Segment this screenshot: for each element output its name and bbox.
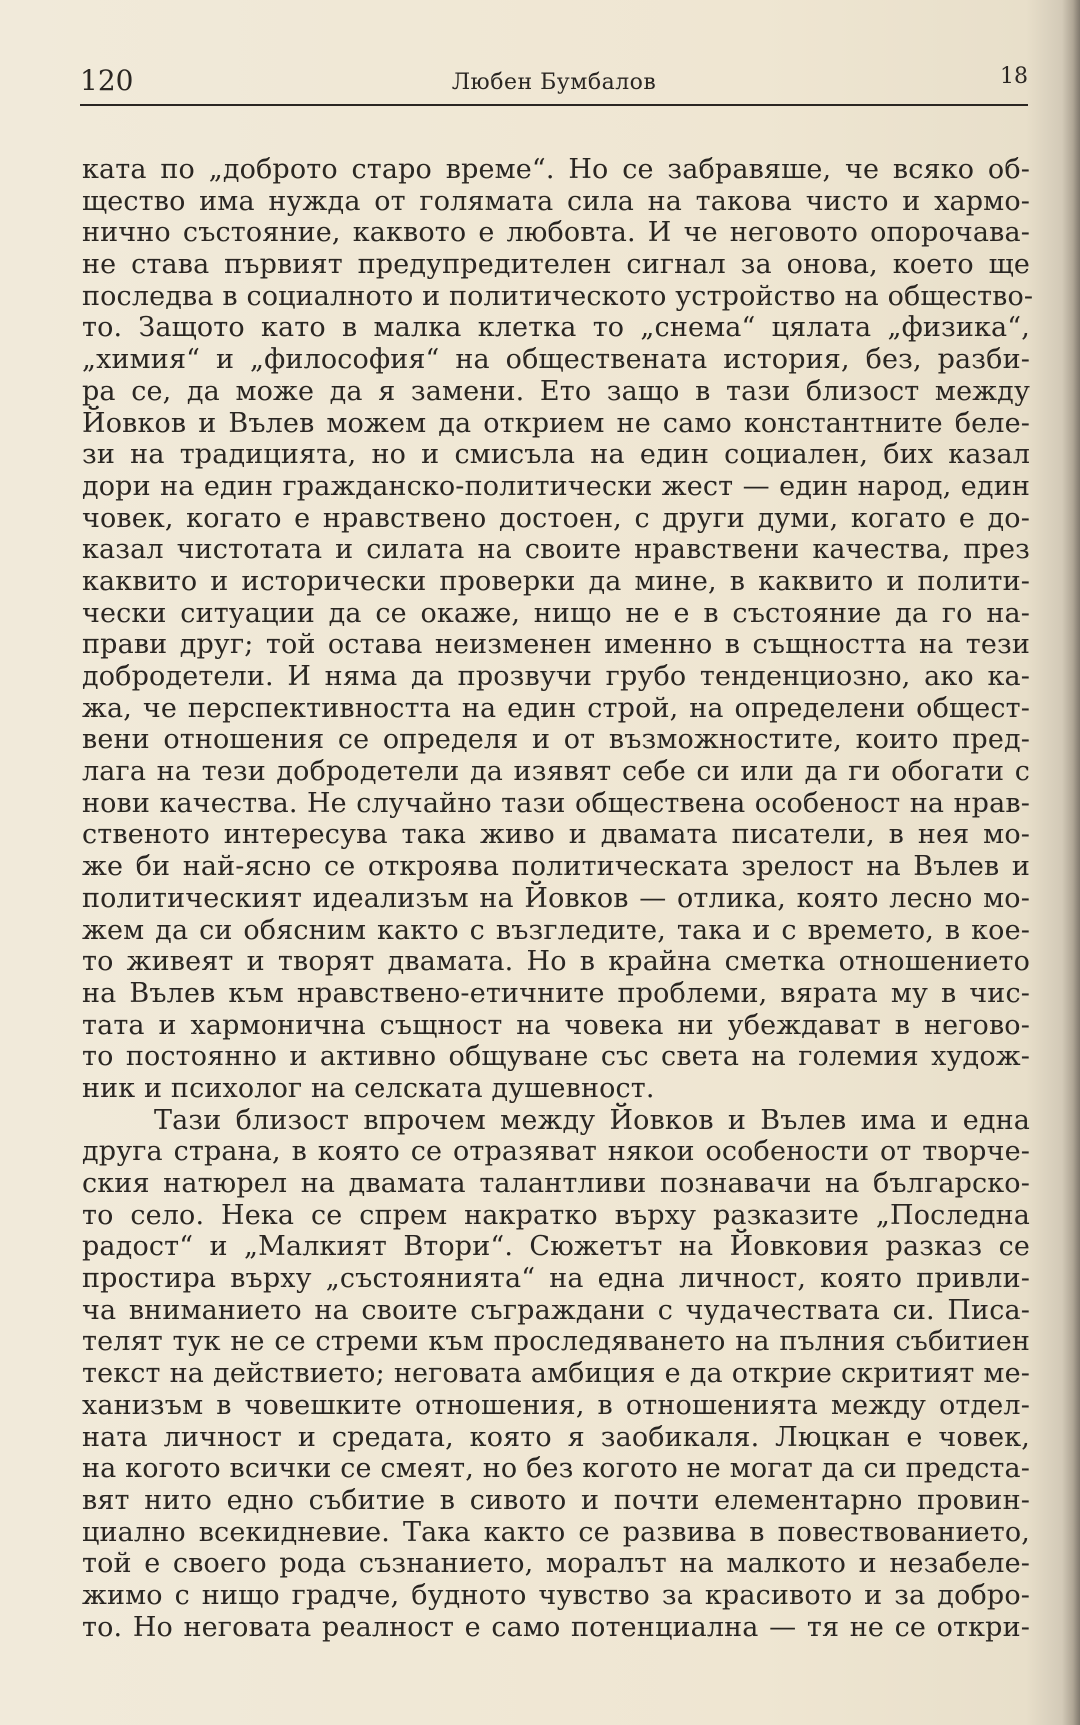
text-line: ханизъм в човешките отношения, в отношенията между отдел-	[82, 1389, 1030, 1421]
page-number: 120	[80, 64, 134, 97]
running-head-author: Любен Бумбалов	[451, 70, 657, 95]
text-line: нично състояние, каквото е любовта. И че неговото опорочава-	[82, 217, 1030, 249]
text-line: то. Но неговата реалност е само потенциална — тя не се откри-	[82, 1611, 1030, 1643]
text-line: прави друг; той остава неизменен именно в същността на тези	[82, 629, 1030, 661]
text-line: на Вълев към нравствено-етичните проблеми, вярата му в чис-	[82, 977, 1030, 1009]
paragraph-first-line: Тази близост впрочем между Йовков и Вълев има и една	[154, 1104, 1030, 1136]
text-line: циално всекидневие. Така както се развива в повествованието,	[82, 1516, 1030, 1548]
text-line: радост“ и „Малкият Втори“. Сюжетът на Йовковия разказ се	[82, 1231, 1030, 1263]
page-binding-edge	[1062, 0, 1080, 1725]
text-line: добродетели. И няма да прозвучи грубо тенденциозно, ако ка-	[82, 661, 1030, 692]
text-line: последва в социалното и политическото устройство на общество-	[82, 280, 1034, 312]
section-number: 18	[1000, 64, 1028, 89]
text-line: то постоянно и активно общуване със света на големия худож-	[82, 1041, 1030, 1073]
text-line: щество има нужда от голямата сила на такова чисто и хармо-	[82, 185, 1030, 217]
text-line: на когото всички се смеят, но без когото не могат да си предста-	[82, 1453, 1030, 1485]
text-line: ра се, да може да я замени. Ето защо в тази близост между	[82, 375, 1030, 407]
text-line: Йовков и Вълев можем да открием не само константните беле-	[82, 407, 1030, 439]
text-line: той е своего рода съзнанието, моралът на малкото и незабеле-	[82, 1548, 1030, 1580]
header-rule	[80, 104, 1028, 106]
text-line: ната личност и средата, която я заобикаля. Люцкан е човек,	[82, 1421, 1030, 1453]
text-line: ката по „доброто старо време“. Но се забравяше, че всяко об-	[82, 154, 1030, 185]
body-text	[82, 154, 1034, 1643]
text-line: жем да си обясним както с възгледите, така и с времето, в кое-	[82, 914, 1030, 946]
text-line: ственото интересува така живо и двамата писатели, в нея мо-	[82, 819, 1030, 851]
text-line: не става първият предупредителен сигнал за онова, което ще	[82, 249, 1030, 281]
text-line: казал чистотата и силата на своите нравствени качества, през	[82, 534, 1030, 566]
text-line: вени отношения се определя и от възможностите, които пред-	[82, 724, 1030, 756]
text-line: ча вниманието на своите съграждани с чудачествата си. Писа-	[82, 1294, 1030, 1326]
text-line: же би най-ясно се откроява политическата зрелост на Вълев и	[82, 851, 1030, 883]
text-line: то живеят и творят двамата. Но в крайна сметка отношението	[82, 946, 1030, 978]
text-line: тата и хармонична същност на човека ни убеждават в негово-	[82, 1009, 1030, 1041]
text-line: вят нито едно събитие в сивото и почти елементарно провин-	[82, 1484, 1030, 1516]
text-line: лага на тези добродетели да изявят себе си или да ги обогати с	[82, 756, 1030, 788]
text-line: жа, че перспективността на един строй, на определени общест-	[82, 692, 1030, 724]
text-line: ския натюрел на двамата талантливи познавачи на българско-	[82, 1168, 1030, 1199]
text-line: „химия“ и „философия“ на обществената история, без, разби-	[82, 344, 1030, 376]
text-line: човек, когато е нравствено достоен, с други думи, когато е до-	[82, 502, 1030, 534]
text-line: зи на традицията, но и смисъла на един социален, бих казал	[82, 439, 1030, 471]
paragraph-last-line: ник и психолог на селската душевност.	[82, 1072, 655, 1104]
text-line: политическият идеализъм на Йовков — отлика, която лесно мо-	[82, 882, 1030, 914]
text-line: чески ситуации да се окаже, нищо не е в състояние да го на-	[82, 597, 1030, 629]
text-line: каквито и исторически проверки да мине, в каквито и полити-	[82, 565, 1030, 597]
page-header	[80, 64, 1028, 104]
text-line: друга страна, в която се отразяват някои особености от творче-	[82, 1136, 1030, 1168]
text-line: то. Защото като в малка клетка то „снема“ цялата „физика“,	[82, 312, 1030, 344]
text-line: телят тук не се стреми към проследяването на пълния събитиен	[82, 1326, 1030, 1358]
text-line: нови качества. Не случайно тази обществена особеност на нрав-	[82, 787, 1030, 819]
text-line: то село. Нека се спрем накратко върху разказите „Последна	[82, 1199, 1030, 1231]
text-line: дори на един гражданско-политически жест — един народ, един	[82, 470, 1030, 502]
text-line: простира върху „състоянията“ на една личност, която привли-	[82, 1263, 1030, 1295]
text-line: текст на действието; неговата амбиция е да открие скритият ме-	[82, 1358, 1030, 1390]
text-line: жимо с нищо градче, будното чувство за красивото и за добро-	[82, 1579, 1030, 1611]
